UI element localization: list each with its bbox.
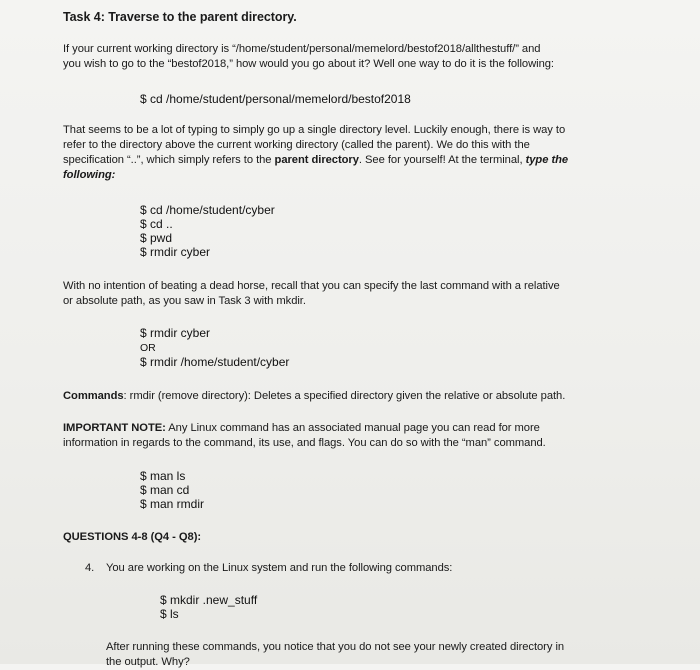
cmd-rmdir-relative: $ rmdir cyber [140,326,211,340]
cmd-man-cd: $ man cd [140,483,190,497]
commands-note [63,389,565,404]
cmd-cd-bestof2018: $ cd /home/student/personal/memelord/bestof2018 [140,92,411,106]
task-title: Task 4: Traverse to the parent directory. [63,10,297,24]
cmd-mkdir-new-stuff: $ mkdir .new_stuff [160,593,258,607]
important-text: Any Linux command has an associated manual page you can read for more [165,422,540,434]
para3-line2: or absolute path, as you saw in Task 3 with mkdir. [63,295,306,307]
question-4-text: You are working on the Linux system and run the following commands: [106,562,453,574]
questions-heading: QUESTIONS 4-8 (Q4 - Q8): [63,531,202,543]
or-label: OR [140,342,156,354]
commands-text: : rmdir (remove directory): Deletes a specified directory given the relative or absolute path. [123,390,566,402]
cmd-pwd: $ pwd [140,231,173,245]
cmd-rmdir-cyber: $ rmdir cyber [140,245,211,259]
para2-line3-pre: specification “..”, which simply refers to the [63,154,275,166]
commands-label: Commands [63,390,124,402]
cmd-ls: $ ls [160,607,179,621]
para2-line3 [63,153,568,168]
final-line1: After running these commands, you notice that you do not see your newly created directory in [106,641,565,653]
following-instruction: following: [63,169,116,181]
para2-line3-mid: . See for yourself! At the terminal, [358,154,526,166]
cmd-cd-parent: $ cd .. [140,217,173,231]
cmd-man-ls: $ man ls [140,469,186,483]
cmd-man-rmdir: $ man rmdir [140,497,205,511]
parent-directory-term: parent directory [274,154,359,166]
cmd-rmdir-absolute: $ rmdir /home/student/cyber [140,355,290,369]
type-the-instruction: type the [525,154,569,166]
question-4-number: 4. [85,562,95,574]
para2-line1: That seems to be a lot of typing to simply go up a single directory level. Luckily enough, there is way to [63,124,566,136]
para2-line2: refer to the directory above the current working directory (called the parent). We do this with the [63,139,530,151]
para3-line1: With no intention of beating a dead horse, recall that you can specify the last command with a relative [63,280,560,292]
important-label: IMPORTANT NOTE: [63,422,166,434]
important-line1 [63,421,540,436]
cmd-cd-cyber: $ cd /home/student/cyber [140,203,275,217]
para1-line2: you wish to go to the “bestof2018,” how would you go about it? Well one way to do it is the following: [63,58,554,70]
important-line2: information in regards to the command, its use, and flags. You can do so with the “man” command. [63,437,546,449]
final-line2: the output. Why? [106,656,190,668]
para1-line1: If your current working directory is “/home/student/personal/memelord/bestof2018/allthestuff/” and [63,43,541,55]
